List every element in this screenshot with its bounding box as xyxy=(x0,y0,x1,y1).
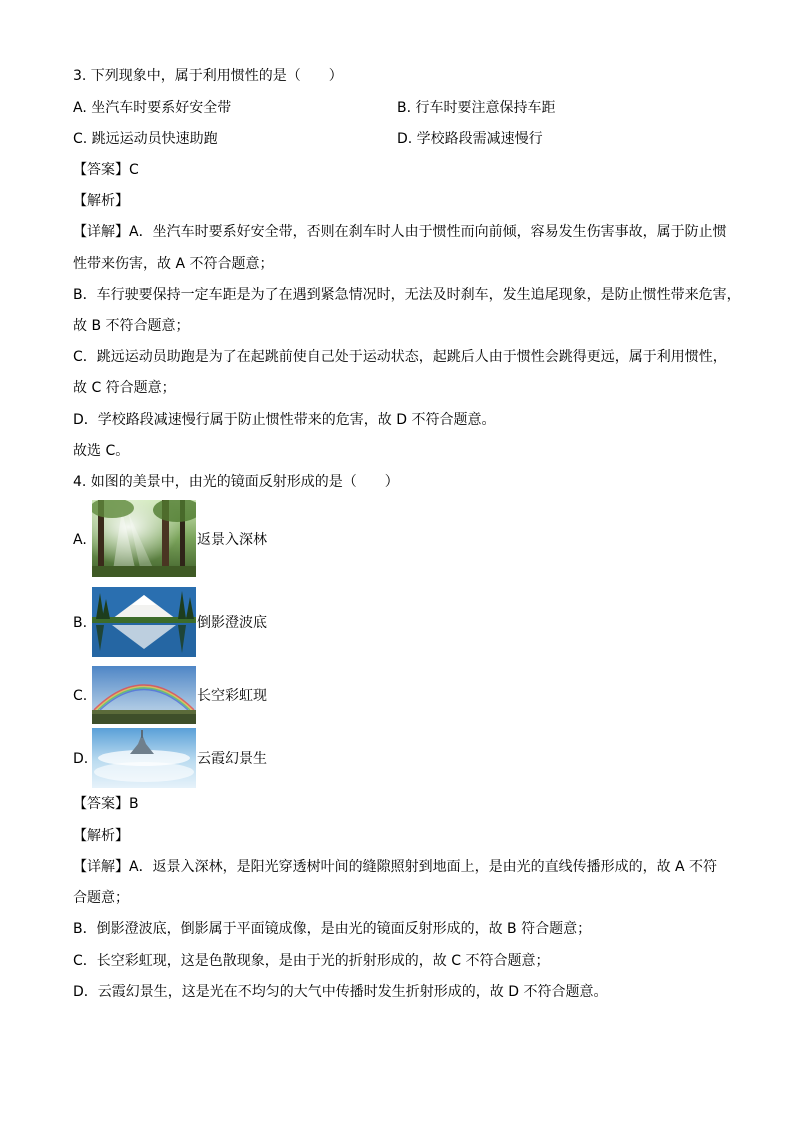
q4-answer: 【答案】B xyxy=(73,796,139,812)
q4-option-c-caption: 长空彩虹现 xyxy=(197,688,267,704)
question-4-stem: 4. 如图的美景中，由光的镜面反射形成的是（ ） xyxy=(73,474,399,490)
q3-detail-line: C．跳远运动员助跑是为了在起跳前使自己处于运动状态，起跳后人由于惯性会跳得更远，属于利用惯性， xyxy=(73,349,727,365)
q3-detail-line: 【详解】A．坐汽车时要系好安全带，否则在刹车时人由于惯性而向前倾，容易发生伤害事故，属于防止惯 xyxy=(73,224,727,240)
q3-option-c: C. 跳远运动员快速助跑 xyxy=(73,131,218,147)
mountain-lake-reflection-image xyxy=(92,587,196,657)
q3-detail-line: 故 C 符合题意； xyxy=(73,380,176,396)
q3-detail-line: 性带来伤害，故 A 不符合题意； xyxy=(73,256,274,272)
q3-detail-line: B．车行驶要保持一定车距是为了在遇到紧急情况时，无法及时刹车，发生追尾现象，是防止惯性带来危害， xyxy=(73,287,741,303)
q4-detail-line: C．长空彩虹现，这是色散现象，是由于光的折射形成的，故 C 不符合题意； xyxy=(73,953,550,969)
q4-option-b-caption: 倒影澄波底 xyxy=(197,615,267,631)
q3-analysis-label: 【解析】 xyxy=(73,193,129,209)
forest-sunbeams-image xyxy=(92,500,196,577)
q3-detail-line: D．学校路段减速慢行属于防止惯性带来的危害，故 D 不符合题意。 xyxy=(73,412,496,428)
q4-option-a-caption: 返景入深林 xyxy=(197,532,267,548)
q4-detail-line: B．倒影澄波底，倒影属于平面镜成像，是由光的镜面反射形成的，故 B 符合题意； xyxy=(73,921,592,937)
q4-detail-line: D．云霞幻景生，这是光在不均匀的大气中传播时发生折射形成的，故 D 不符合题意。 xyxy=(73,984,608,1000)
q3-detail-line: 故 B 不符合题意； xyxy=(73,318,190,334)
rainbow-sky-image xyxy=(92,666,196,724)
q4-option-a-letter: A. xyxy=(73,532,87,548)
q3-answer: 【答案】C xyxy=(73,162,139,178)
castle-mirage-image xyxy=(92,728,196,788)
q3-detail-line: 故选 C。 xyxy=(73,443,130,459)
q4-option-c-letter: C. xyxy=(73,688,88,704)
q3-option-b: B. 行车时要注意保持车距 xyxy=(397,100,556,116)
q3-option-a: A. 坐汽车时要系好安全带 xyxy=(73,100,232,116)
q4-option-d-caption: 云霞幻景生 xyxy=(197,751,267,767)
q3-option-d: D. 学校路段需减速慢行 xyxy=(397,131,543,147)
q4-option-b-letter: B. xyxy=(73,615,88,631)
q4-analysis-label: 【解析】 xyxy=(73,828,129,844)
q4-detail-line: 【详解】A．返景入深林，是阳光穿透树叶间的缝隙照射到地面上，是由光的直线传播形成的，故 A 不符 xyxy=(73,859,718,875)
question-3-stem: 3. 下列现象中，属于利用惯性的是（ ） xyxy=(73,68,343,84)
q4-option-d-letter: D. xyxy=(73,751,89,767)
q4-detail-line: 合题意； xyxy=(73,890,129,906)
